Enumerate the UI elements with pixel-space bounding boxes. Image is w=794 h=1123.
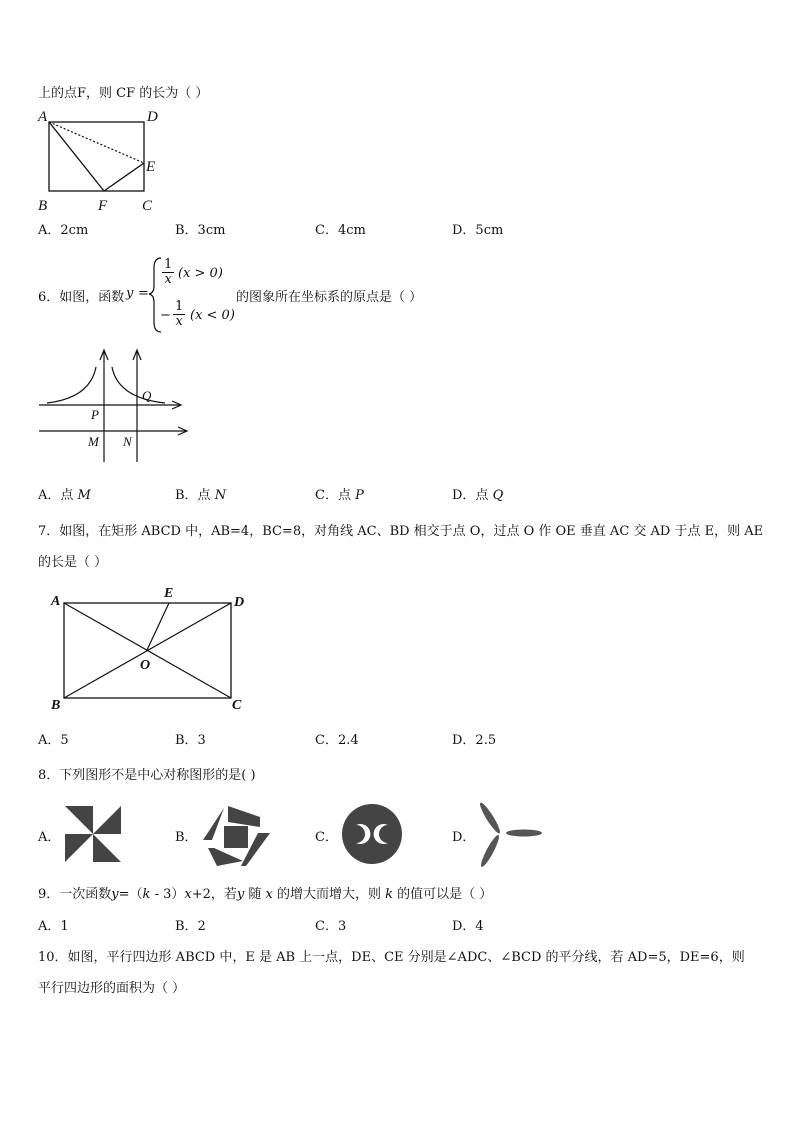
q7-label-c: C [232,698,242,713]
q8-option-c[interactable]: C． [315,830,338,845]
q7-label-d: D [234,595,245,610]
q5-option-d[interactable]: D．5cm [452,223,504,238]
q7-option-b[interactable]: B．3 [175,733,206,748]
q6-case1-condition: (x > 0) [178,266,223,281]
q6-case2-denominator: x [175,314,183,329]
q6-case2-minus: − [160,308,171,323]
q6-option-a-point: M [77,488,91,503]
q8-square-pieces-figure [203,806,270,866]
q7-stem-line2: 的长是（ ） [38,555,108,570]
q9-part-1: y [111,887,119,902]
q5-label-e: E [146,159,156,175]
q6-option-b-prefix: B．点 [175,488,215,503]
q9-part-7: y [236,887,245,902]
q5-label-c: C [142,198,153,214]
q8-three-petal-figure [477,801,542,869]
q9-option-a[interactable]: A．1 [38,919,69,934]
q5-label-b: B [38,198,48,214]
q6-label-q: Q [142,388,152,403]
q6-case1-denominator: x [164,272,172,287]
q9-part-12: 的值可以是（ ） [393,887,493,902]
q9-part-2: =（ [118,887,143,902]
q5-label-f: F [98,198,108,214]
q7-label-o: O [140,658,151,673]
q9-part-4: - 3） [150,887,185,902]
q8-option-d[interactable]: D． [452,830,476,845]
q6-y-var: y [126,286,134,301]
q6-option-a-prefix: A．点 [38,488,78,503]
q6-case2-numerator: 1 [175,299,184,314]
q7-label-e: E [164,586,174,601]
q7-option-a[interactable]: A．5 [38,733,69,748]
q9-part-0: 9．一次函数 [38,887,112,902]
q6-label-p: P [91,407,99,422]
q7-stem-line1: 7．如图，在矩形 ABCD 中，AB=4，BC=8，对角线 AC、BD 相交于点 O，过点 O 作 OE 垂直 AC 交 AD 于点 E，则 AE [38,524,764,539]
q9-part-10: 的增大而增大，则 [272,887,386,902]
q9-option-c[interactable]: C．3 [315,919,347,934]
q6-suffix: 的图象所在坐标系的原点是（ ） [236,290,423,305]
q6-case2-condition: (x < 0) [190,308,235,323]
q9-part-3: k [142,887,151,902]
q6-label-m: M [88,434,99,449]
q6-equals: = [138,286,149,301]
q9-option-b[interactable]: B．2 [175,919,206,934]
q6-case1-numerator: 1 [164,257,173,272]
q5-label-a: A [38,109,48,125]
q5-label-d: D [147,109,158,125]
q8-pinwheel-figure [65,806,121,862]
q10-stem-line1: 10．如图，平行四边形 ABCD 中，E 是 AB 上一点，DE、CE 分别是∠ADC、∠BCD 的平分线，若 AD=5，DE=6，则 [38,950,745,965]
q8-stem: 8．下列图形不是中心对称图形的是( ) [38,768,256,783]
q6-option-c-prefix: C．点 [315,488,356,503]
q8-option-b[interactable]: B． [175,830,198,845]
q6-option-b-point: N [214,488,227,503]
q9-stem [38,883,492,902]
q6-label-n: N [123,434,132,449]
q9-option-d[interactable]: D．4 [452,919,484,934]
q9-part-6: +2，若 [191,887,237,902]
q7-option-d[interactable]: D．2.5 [452,733,497,748]
q6-option-c-point: P [355,488,364,503]
q6-option-d-point: Q [492,488,504,503]
q7-label-a: A [51,594,61,609]
q6-option-d-prefix: D．点 [452,488,493,503]
q10-stem-line2: 平行四边形的面积为（ ） [38,981,186,996]
q5-option-a[interactable]: A．2cm [38,223,89,238]
q9-part-8: 随 [244,887,266,902]
q9-part-5: x [184,887,192,902]
q8-circle-swirl-figure [342,804,402,864]
q5-option-c[interactable]: C．4cm [315,223,366,238]
q6-prefix: 6．如图，函数 [38,290,125,305]
q5-option-b[interactable]: B．3cm [175,223,226,238]
q8-option-a[interactable]: A． [38,830,61,845]
q9-part-11: k [385,887,394,902]
q7-label-b: B [51,698,61,713]
q9-part-9: x [265,887,273,902]
q5-stem-tail: 上的点F，则 CF 的长为（ ） [38,86,209,101]
q7-option-c[interactable]: C．2.4 [315,733,359,748]
